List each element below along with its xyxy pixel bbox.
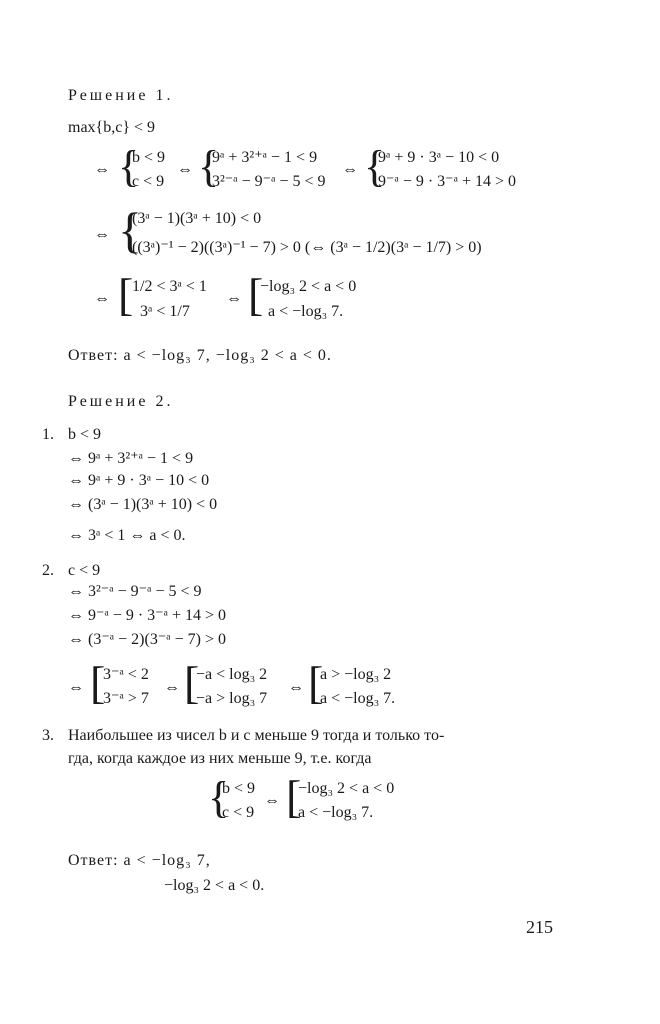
left-bracket-icon: [ [90, 657, 106, 708]
collection6-row2: a < −log₃ 7. [298, 804, 374, 821]
system4-row2: ((3ᵃ)⁻¹ − 2)((3ᵃ)⁻¹ − 7) > 0 (⇔ (3ᵃ − 1/2)(3ᵃ − 1/7) > 0) [132, 239, 482, 256]
system4-row1: (3ᵃ − 1)(3ᵃ + 10) < 0 [132, 210, 262, 227]
left-brace-icon: { [208, 773, 230, 822]
equiv-arrow: ⇔ [288, 679, 304, 696]
system5-row2: c < 9 [222, 804, 255, 821]
equiv-arrow: ⇔ [226, 290, 242, 307]
left-bracket-icon: [ [118, 269, 134, 320]
step1-line3: ⇔ 9ᵃ + 9 · 3ᵃ − 10 < 0 [68, 472, 210, 489]
equiv-arrow: ⇔ [177, 161, 193, 178]
system5-row1: b < 9 [222, 780, 256, 797]
step2-line1: c < 9 [68, 562, 101, 579]
solution-1-heading: Решение 1. [68, 87, 174, 104]
left-bracket-icon: [ [184, 657, 200, 708]
step2-line2: ⇔ 3²⁻ᵃ − 9⁻ᵃ − 5 < 9 [68, 583, 202, 600]
left-bracket-icon: [ [286, 771, 302, 822]
left-bracket-icon: [ [248, 269, 264, 320]
left-brace-icon: { [364, 142, 386, 191]
page-number: 215 [526, 917, 553, 937]
solution2-answer-line2: −log₃ 2 < a < 0. [164, 877, 265, 894]
left-brace-icon: { [118, 142, 140, 191]
equiv-arrow: ⇔ [68, 679, 84, 696]
system1-row1: b < 9 [132, 149, 166, 166]
collection1-row2: 3ᵃ < 1/7 [140, 303, 190, 320]
step1-line4: ⇔ (3ᵃ − 1)(3ᵃ + 10) < 0 [68, 496, 218, 513]
step-3-number: 3. [42, 727, 54, 744]
left-brace-icon: { [198, 142, 220, 191]
system1-row2: c < 9 [132, 173, 165, 190]
system2-row1: 9ᵃ + 3²⁺ᵃ − 1 < 9 [212, 149, 318, 166]
equiv-arrow: ⇔ [342, 161, 358, 178]
left-bracket-icon: [ [308, 657, 324, 708]
equiv-arrow: ⇔ [264, 792, 280, 809]
collection3-row1: 3⁻ᵃ < 2 [103, 666, 149, 683]
collection2-row1: −log₃ 2 < a < 0 [260, 278, 357, 295]
step1-line1: b < 9 [68, 426, 102, 443]
step-1-number: 1. [42, 426, 54, 443]
left-brace-icon: { [118, 202, 142, 258]
collection5-row1: a > −log₃ 2 [320, 666, 392, 683]
collection2-row2: a < −log₃ 7. [268, 303, 344, 320]
step1-line2: ⇔ 9ᵃ + 3²⁺ᵃ − 1 < 9 [68, 450, 194, 467]
solution1-line-1: max{b,c} < 9 [68, 119, 156, 136]
collection6-row1: −log₃ 2 < a < 0 [298, 780, 395, 797]
collection4-row2: −a > log₃ 7 [196, 690, 268, 707]
system3-row1: 9ᵃ + 9 · 3ᵃ − 10 < 0 [378, 149, 500, 166]
system2-row2: 3²⁻ᵃ − 9⁻ᵃ − 5 < 9 [212, 173, 326, 190]
solution1-answer: Ответ: a < −log₃ 7, −log₃ 2 < a < 0. [68, 347, 332, 364]
solution2-answer-line1: Ответ: a < −log₃ 7, [68, 852, 211, 869]
equiv-arrow: ⇔ [164, 679, 180, 696]
step3-text-line1: Наибольшее из чисел b и c меньше 9 тогда и только то- [68, 727, 445, 744]
system3-row2: 9⁻ᵃ − 9 · 3⁻ᵃ + 14 > 0 [378, 173, 517, 190]
collection3-row2: 3⁻ᵃ > 7 [103, 690, 149, 707]
equiv-arrow: ⇔ [94, 290, 110, 307]
equiv-arrow: ⇔ [94, 161, 110, 178]
step-2-number: 2. [42, 562, 54, 579]
equiv-arrow: ⇔ [94, 226, 110, 243]
collection1-row1: 1/2 < 3ᵃ < 1 [132, 278, 207, 295]
step3-text-line2: гда, когда каждое из них меньше 9, т.е. когда [68, 750, 372, 767]
step2-line3: ⇔ 9⁻ᵃ − 9 · 3⁻ᵃ + 14 > 0 [68, 607, 227, 624]
step1-line5: ⇔ 3ᵃ < 1 ⇔ a < 0. [68, 527, 186, 544]
collection5-row2: a < −log₃ 7. [320, 690, 396, 707]
solution-2-heading: Решение 2. [68, 393, 174, 410]
step2-line4: ⇔ (3⁻ᵃ − 2)(3⁻ᵃ − 7) > 0 [68, 631, 227, 648]
collection4-row1: −a < log₃ 2 [196, 666, 268, 683]
